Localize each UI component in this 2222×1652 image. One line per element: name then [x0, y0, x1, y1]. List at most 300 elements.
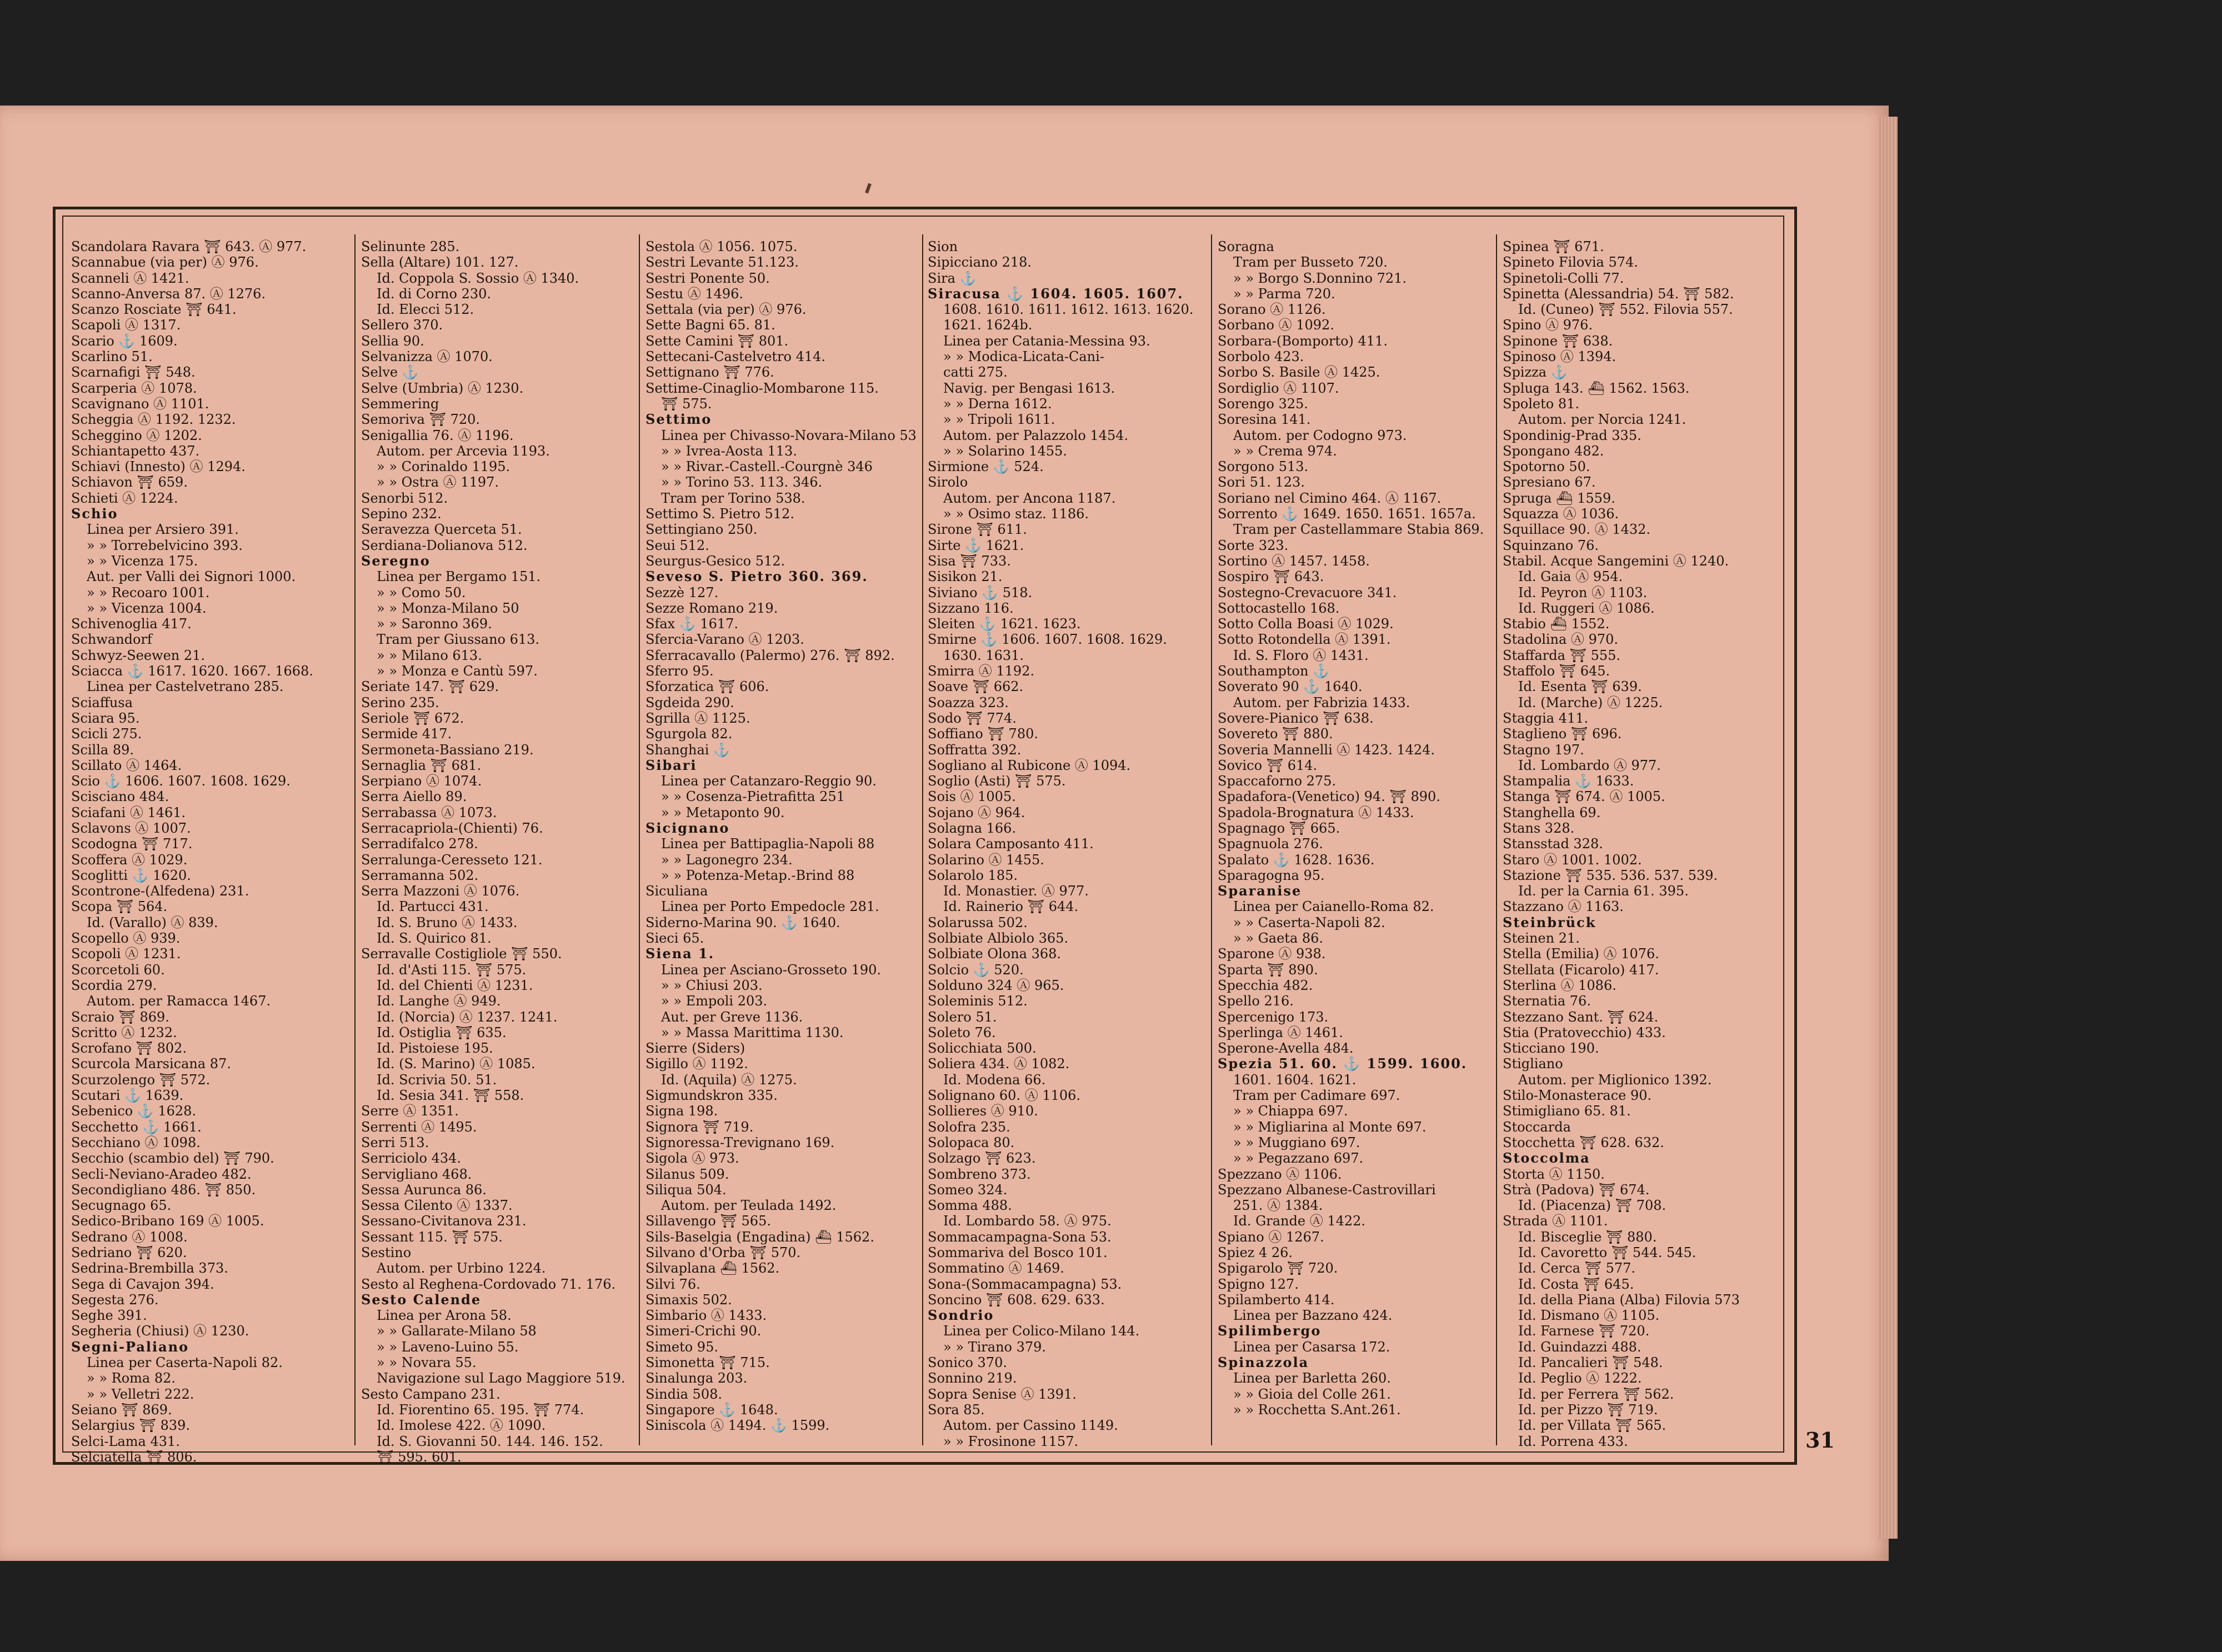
- index-entry: Specchia 482.: [1218, 977, 1313, 993]
- index-entry: Soave ⛩ 662.: [928, 679, 1024, 695]
- index-entry: ⛩ 595. 601.: [377, 1449, 462, 1465]
- index-entry: Scilla 89.: [71, 742, 134, 758]
- index-entry: Linea per Caserta-Napoli 82.: [87, 1355, 283, 1371]
- index-entry: Stabio ⛴ 1552.: [1503, 616, 1610, 632]
- index-entry: » » Metaponto 90.: [661, 804, 785, 820]
- page-number: 31: [1805, 1428, 1835, 1453]
- index-entry: Id. Guindazzi 488.: [1518, 1339, 1642, 1355]
- index-entry: Secchio (scambio del) ⛩ 790.: [71, 1150, 274, 1167]
- index-entry: Segni-Paliano: [71, 1338, 189, 1355]
- index-entry: Autom. per Fabrizia 1433.: [1233, 694, 1410, 710]
- index-entry: Signa 198.: [645, 1103, 718, 1119]
- index-entry: Serralunga-Ceresseto 121.: [361, 852, 543, 868]
- index-entry: Sperone-Avella 484.: [1218, 1040, 1354, 1057]
- index-entry: catti 275.: [943, 364, 1008, 381]
- index-entry: Steinen 21.: [1503, 930, 1580, 947]
- index-entry: Id. Fiorentino 65. 195. ⛩ 774.: [377, 1401, 584, 1418]
- index-entry: Sferracavallo (Palermo) 276. ⛩ 892.: [645, 647, 895, 663]
- index-entry: Stilo-Monasterace 90.: [1503, 1088, 1652, 1104]
- index-entry: Sojano Ⓐ 964.: [928, 804, 1025, 820]
- index-entry: Semoriva ⛩ 720.: [361, 412, 481, 428]
- index-entry: Scarnafigi ⛩ 548.: [71, 364, 196, 381]
- index-entry: Scopello Ⓐ 939.: [71, 930, 181, 947]
- index-entry: Serrenti Ⓐ 1495.: [361, 1119, 477, 1135]
- index-entry: Schwandorf: [71, 632, 152, 648]
- index-entry: Linea per Castelvetrano 285.: [87, 679, 284, 695]
- index-entry: Serino 235.: [361, 694, 439, 710]
- index-entry: Stezzano Sant. ⛩ 624.: [1503, 1009, 1659, 1025]
- index-entry: » » Potenza-Metap.-Brind 88: [661, 867, 855, 883]
- index-entry: Sebenico ⚓ 1628.: [71, 1103, 197, 1119]
- index-entry: Siderno-Marina 90. ⚓ 1640.: [645, 914, 840, 930]
- index-entry: Spinone ⛩ 638.: [1503, 333, 1613, 349]
- index-entry: Id. Peglio Ⓐ 1222.: [1518, 1370, 1642, 1386]
- index-entry: » » Roma 82.: [87, 1370, 176, 1386]
- index-column-4: [928, 239, 1205, 1449]
- index-entry: Sorbano Ⓐ 1092.: [1218, 317, 1334, 333]
- index-entry: Squinzano 76.: [1503, 537, 1599, 553]
- index-entry: Id. Gaia Ⓐ 954.: [1518, 569, 1623, 585]
- index-entry: Id. Ostiglia ⛩ 635.: [377, 1024, 507, 1040]
- index-entry: Id. (S. Marino) Ⓐ 1085.: [377, 1056, 536, 1072]
- index-entry: Linea per Arsiero 391.: [87, 522, 239, 538]
- index-entry: Scopa ⛩ 564.: [71, 899, 168, 915]
- index-entry: Sondrio: [928, 1307, 994, 1324]
- index-entry: Id. per Pizzo ⛩ 719.: [1518, 1401, 1658, 1418]
- index-entry: Somma 488.: [928, 1198, 1012, 1214]
- index-entry: Sogliano al Rubicone Ⓐ 1094.: [928, 757, 1131, 773]
- index-entry: Sirolo: [928, 474, 968, 490]
- index-entry: Sciara 95.: [71, 710, 140, 726]
- index-entry: Sessa Cilento Ⓐ 1337.: [361, 1198, 513, 1214]
- index-entry: » » Chiappa 697.: [1233, 1103, 1348, 1119]
- index-entry: Id. Peyron Ⓐ 1103.: [1518, 584, 1648, 600]
- index-entry: Sonnino 219.: [928, 1370, 1017, 1386]
- index-entry: Spello 216.: [1218, 993, 1294, 1009]
- index-entry: Spruga ⛴ 1559.: [1503, 490, 1615, 506]
- index-entry: Linea per Caianello-Roma 82.: [1233, 899, 1434, 915]
- index-entry: Schiantapetto 437.: [71, 443, 200, 459]
- index-entry: Solbiate Albiolo 365.: [928, 930, 1069, 947]
- index-entry: Solduno 324 Ⓐ 965.: [928, 977, 1064, 993]
- index-entry: Sessa Aurunca 86.: [361, 1182, 487, 1198]
- index-entry: Signora ⛩ 719.: [645, 1119, 754, 1135]
- index-entry: » » Muggiano 697.: [1233, 1134, 1360, 1150]
- index-entry: Id. Monastier. Ⓐ 977.: [943, 883, 1089, 899]
- index-entry: Scanzo Rosciate ⛩ 641.: [71, 302, 237, 318]
- index-entry: Sieci 65.: [645, 930, 704, 947]
- index-entry: Linea per Casarsa 172.: [1233, 1339, 1390, 1355]
- index-entry: Scanno-Anversa 87. Ⓐ 1276.: [71, 286, 266, 302]
- index-entry: Seurgus-Gesico 512.: [645, 553, 785, 569]
- index-entry: Silvano d'Orba ⛩ 570.: [645, 1245, 801, 1260]
- index-entry: Sorengo 325.: [1218, 396, 1308, 412]
- index-entry: Secchetto ⚓ 1661.: [71, 1119, 202, 1135]
- index-entry: Spezia 51. 60. ⚓ 1599. 1600.: [1218, 1055, 1468, 1072]
- index-entry: Solarolo 185.: [928, 867, 1018, 883]
- index-entry: Spaccaforno 275.: [1218, 773, 1337, 789]
- index-entry: Solara Camposanto 411.: [928, 836, 1094, 852]
- index-entry: Solcio ⚓ 520.: [928, 962, 1024, 978]
- index-entry: Sperlinga Ⓐ 1461.: [1218, 1024, 1343, 1040]
- index-entry: Autom. per Ramacca 1467.: [87, 993, 271, 1009]
- index-entry: Autom. per Cassino 1149.: [943, 1418, 1118, 1434]
- index-entry: Stanghella 69.: [1503, 804, 1601, 820]
- index-entry: Sorbara-(Bomporto) 411.: [1218, 333, 1388, 349]
- index-entry: Tram per Torino 538.: [661, 490, 805, 506]
- index-entry: Spizza ⚓: [1503, 364, 1568, 381]
- index-entry: Sommatino Ⓐ 1469.: [928, 1260, 1064, 1276]
- index-entry: » » Milano 613.: [377, 647, 482, 663]
- index-entry: Scurcola Marsicana 87.: [71, 1056, 231, 1072]
- index-entry: Sona-(Sommacampagna) 53.: [928, 1276, 1122, 1292]
- index-entry: Scordia 279.: [71, 977, 157, 993]
- index-entry: Spercenigo 173.: [1218, 1009, 1329, 1025]
- index-entry: Serramanna 502.: [361, 867, 479, 883]
- index-entry: Sombreno 373.: [928, 1166, 1031, 1182]
- index-entry: Scritto Ⓐ 1232.: [71, 1024, 177, 1040]
- index-entry: Id. della Piana (Alba) Filovia 573: [1518, 1291, 1740, 1308]
- index-entry: Spagnuola 276.: [1218, 836, 1323, 852]
- index-entry: 1630. 1631.: [943, 647, 1024, 663]
- index-entry: Sezze Romano 219.: [645, 600, 778, 616]
- index-entry: » » Vicenza 175.: [87, 553, 198, 569]
- index-entry: Id. Lombardo 58. Ⓐ 975.: [943, 1213, 1112, 1229]
- index-entry: Spoleto 81.: [1503, 396, 1580, 412]
- index-entry: Id. Dismano Ⓐ 1105.: [1518, 1308, 1660, 1324]
- index-entry: Scarperia Ⓐ 1078.: [71, 380, 197, 396]
- index-entry: » » Tirano 379.: [943, 1339, 1047, 1355]
- index-entry: Sommacampagna-Sona 53.: [928, 1229, 1112, 1245]
- index-entry: Siniscola Ⓐ 1494. ⚓ 1599.: [645, 1418, 830, 1434]
- index-entry: Linea per Bergamo 151.: [377, 569, 541, 585]
- index-entry: Silvaplana ⛴ 1562.: [645, 1260, 780, 1276]
- index-entry: Sotto Rotondella Ⓐ 1391.: [1218, 632, 1391, 648]
- index-entry: Sessant 115. ⛩ 575.: [361, 1229, 503, 1245]
- index-entry: Soleminis 512.: [928, 993, 1028, 1009]
- index-entry: Stella (Emilia) Ⓐ 1076.: [1503, 946, 1659, 962]
- index-entry: » » Velletri 222.: [87, 1386, 194, 1402]
- index-entry: Spotorno 50.: [1503, 459, 1590, 475]
- index-entry: Autom. per Norcia 1241.: [1518, 412, 1686, 428]
- index-entry: Id. (Aquila) Ⓐ 1275.: [661, 1072, 797, 1088]
- index-entry: Sommariva del Bosco 101.: [928, 1245, 1108, 1260]
- index-entry: Scorcetoli 60.: [71, 962, 165, 978]
- index-entry: Scarlino 51.: [71, 349, 153, 365]
- index-entry: Id. Farnese ⛩ 720.: [1518, 1323, 1650, 1339]
- index-entry: Id. (Piacenza) ⛩ 708.: [1518, 1198, 1666, 1214]
- index-entry: Selargius ⛩ 839.: [71, 1418, 191, 1434]
- index-entry: Navigazione sul Lago Maggiore 519.: [377, 1370, 625, 1386]
- index-entry: Siliqua 504.: [645, 1182, 727, 1198]
- index-entry: ⛩ 575.: [661, 396, 712, 412]
- index-entry: » » Saronno 369.: [377, 616, 492, 632]
- index-entry: Sezzè 127.: [645, 584, 719, 600]
- index-entry: Id. Lombardo Ⓐ 977.: [1518, 757, 1661, 773]
- index-entry: » » Modica-Licata-Cani-: [943, 349, 1104, 365]
- index-entry: Stazzano Ⓐ 1163.: [1503, 899, 1624, 915]
- index-entry: Scraio ⛩ 869.: [71, 1009, 169, 1025]
- index-entry: » » Frosinone 1157.: [943, 1433, 1079, 1449]
- index-entry: Linea per Catania-Messina 93.: [943, 333, 1150, 349]
- index-entry: Servigliano 468.: [361, 1166, 472, 1182]
- index-entry: » » Rocchetta S.Ant.261.: [1233, 1401, 1401, 1418]
- index-entry: » » Empoli 203.: [661, 993, 768, 1009]
- index-entry: Sciacca ⚓ 1617. 1620. 1667. 1668.: [71, 663, 313, 679]
- index-entry: Staffolo ⛩ 645.: [1503, 663, 1610, 679]
- index-entry: Simonetta ⛩ 715.: [645, 1355, 770, 1371]
- index-entry: Simeto 95.: [645, 1339, 718, 1355]
- index-entry: Schwyz-Seewen 21.: [71, 647, 206, 663]
- index-entry: Id. Cavoretto ⛩ 544. 545.: [1518, 1245, 1696, 1260]
- column-rule: [354, 234, 356, 1445]
- index-entry: Sipicciano 218.: [928, 254, 1032, 271]
- index-entry: Spezzano Ⓐ 1106.: [1218, 1166, 1342, 1182]
- index-entry: Id. S. Quirico 81.: [377, 930, 492, 947]
- index-entry: Settimo: [645, 411, 712, 428]
- index-entry: Sferro 95.: [645, 663, 714, 679]
- index-entry: Id. di Corno 230.: [377, 286, 492, 302]
- index-entry: Sermide 417.: [361, 726, 452, 742]
- index-entry: Sottocastello 168.: [1218, 600, 1340, 616]
- index-entry: Serradifalco 278.: [361, 836, 478, 852]
- index-entry: Spinoso Ⓐ 1394.: [1503, 349, 1617, 365]
- index-entry: Selve ⚓: [361, 364, 419, 381]
- index-entry: Id. S. Floro Ⓐ 1431.: [1233, 647, 1369, 663]
- index-entry: Stazione ⛩ 535. 536. 537. 539.: [1503, 867, 1718, 883]
- index-entry: Sovico ⛩ 614.: [1218, 757, 1318, 773]
- index-entry: » » Tripoli 1611.: [943, 412, 1055, 428]
- index-entry: Sticciano 190.: [1503, 1040, 1599, 1057]
- index-entry: » » Laveno-Luino 55.: [377, 1339, 519, 1355]
- index-entry: Serpiano Ⓐ 1074.: [361, 773, 482, 789]
- index-entry: Sessano-Civitanova 231.: [361, 1213, 527, 1229]
- index-entry: Sion: [928, 239, 958, 254]
- index-entry: Scannabue (via per) Ⓐ 976.: [71, 254, 259, 271]
- index-entry: Segheria (Chiusi) Ⓐ 1230.: [71, 1323, 249, 1339]
- index-entry: Spongano 482.: [1503, 443, 1604, 459]
- index-entry: Sierre (Siders): [645, 1040, 745, 1057]
- index-entry: Id. Costa ⛩ 645.: [1518, 1276, 1634, 1292]
- index-entry: » » Parma 720.: [1233, 286, 1335, 302]
- index-entry: Silvi 76.: [645, 1276, 700, 1292]
- index-entry: Sedrano Ⓐ 1008.: [71, 1229, 188, 1245]
- index-entry: Autom. per Palazzolo 1454.: [943, 427, 1129, 443]
- index-entry: Sella (Altare) 101. 127.: [361, 254, 519, 271]
- index-entry: Id. Elecci 512.: [377, 302, 474, 318]
- index-entry: Sernaglia ⛩ 681.: [361, 757, 482, 773]
- index-entry: Sciafani Ⓐ 1461.: [71, 804, 186, 820]
- index-entry: Sirone ⛩ 611.: [928, 522, 1027, 538]
- index-column-1: [71, 239, 349, 1465]
- index-entry: Id. Scrivia 50. 51.: [377, 1072, 497, 1088]
- index-entry: Sigola Ⓐ 973.: [645, 1150, 739, 1167]
- index-entry: Staglieno ⛩ 696.: [1503, 726, 1622, 742]
- index-entry: Id. d'Asti 115. ⛩ 575.: [377, 962, 527, 978]
- index-entry: Solarino Ⓐ 1455.: [928, 852, 1044, 868]
- index-entry: Sette Camini ⛩ 801.: [645, 333, 789, 349]
- index-entry: » » Solarino 1455.: [943, 443, 1067, 459]
- index-entry: Seghe 391.: [71, 1308, 147, 1324]
- index-entry: Id. Partucci 431.: [377, 899, 489, 915]
- index-entry: Soleto 76.: [928, 1024, 996, 1040]
- index-entry: 1601. 1604. 1621.: [1233, 1072, 1357, 1088]
- index-entry: Seui 512.: [645, 537, 709, 553]
- index-entry: Sospiro ⛩ 643.: [1218, 569, 1324, 585]
- index-entry: Schio: [71, 505, 118, 522]
- index-entry: Id. Cerca ⛩ 577.: [1518, 1260, 1636, 1276]
- index-entry: Scario ⚓ 1609.: [71, 333, 178, 349]
- index-entry: Siracusa ⚓ 1604. 1605. 1607.: [928, 285, 1184, 302]
- index-entry: » » Pegazzano 697.: [1233, 1150, 1364, 1167]
- index-entry: Stansstad 328.: [1503, 836, 1603, 852]
- index-entry: Sermoneta-Bassiano 219.: [361, 742, 534, 758]
- index-entry: Id. per Villata ⛩ 565.: [1518, 1418, 1666, 1434]
- index-entry: Sgurgola 82.: [645, 726, 733, 742]
- index-entry: 251. Ⓐ 1384.: [1233, 1198, 1323, 1214]
- index-entry: Spalato ⚓ 1628. 1636.: [1218, 852, 1375, 868]
- index-entry: Sovereto ⛩ 880.: [1218, 726, 1333, 742]
- index-entry: Settala (via per) Ⓐ 976.: [645, 302, 807, 318]
- index-entry: Sterlina Ⓐ 1086.: [1503, 977, 1617, 993]
- index-entry: Semmering: [361, 396, 439, 412]
- index-entry: Signoressa-Trevignano 169.: [645, 1134, 835, 1150]
- index-entry: Spezzano Albanese-Castrovillari: [1218, 1182, 1436, 1198]
- index-entry: Sgdeida 290.: [645, 694, 734, 710]
- index-entry: Id. Ruggeri Ⓐ 1086.: [1518, 600, 1655, 616]
- index-entry: Smirra Ⓐ 1192.: [928, 663, 1035, 679]
- index-entry: Linea per Catanzaro-Reggio 90.: [661, 773, 877, 789]
- index-entry: Siviano ⚓ 518.: [928, 584, 1033, 600]
- index-entry: Secugnago 65.: [71, 1198, 172, 1214]
- index-entry: Id. per la Carnia 61. 395.: [1518, 883, 1689, 899]
- index-entry: Scheggino Ⓐ 1202.: [71, 427, 202, 443]
- index-entry: Id. S. Bruno Ⓐ 1433.: [377, 914, 518, 930]
- index-entry: Linea per Asciano-Grosseto 190.: [661, 962, 882, 978]
- index-entry: Staffarda ⛩ 555.: [1503, 647, 1621, 663]
- index-entry: Tram per Busseto 720.: [1233, 254, 1388, 271]
- index-entry: » » Borgo S.Donnino 721.: [1233, 270, 1407, 286]
- index-column-3: [645, 239, 923, 1441]
- index-entry: Simaxis 502.: [645, 1291, 732, 1308]
- column-rule: [639, 234, 640, 1445]
- index-entry: Stagno 197.: [1503, 742, 1584, 758]
- index-entry: Sostegno-Crevacuore 341.: [1218, 584, 1397, 600]
- index-entry: Solagna 166.: [928, 820, 1017, 836]
- index-entry: Id. (Marche) Ⓐ 1225.: [1518, 694, 1663, 710]
- index-entry: Stoccolma: [1503, 1150, 1590, 1167]
- page-edge: [1878, 117, 1898, 1539]
- index-entry: » » Osimo staz. 1186.: [943, 506, 1089, 522]
- index-entry: Sori 51. 123.: [1218, 474, 1305, 490]
- index-entry: Serra Aiello 89.: [361, 789, 467, 805]
- index-entry: Seregno: [361, 552, 431, 569]
- index-entry: Simeri-Crichi 90.: [645, 1323, 762, 1339]
- index-entry: Squazza Ⓐ 1036.: [1503, 506, 1619, 522]
- index-entry: Singapore ⚓ 1648.: [645, 1401, 778, 1418]
- index-entry: Secondigliano 486. ⛩ 850.: [71, 1182, 256, 1198]
- index-entry: Sisikon 21.: [928, 569, 1003, 585]
- index-entry: Id. Grande Ⓐ 1422.: [1233, 1213, 1366, 1229]
- index-entry: Stocchetta ⛩ 628. 632.: [1503, 1134, 1664, 1150]
- index-entry: Spineto Filovia 574.: [1503, 254, 1638, 271]
- index-entry: Seriate 147. ⛩ 629.: [361, 679, 499, 695]
- index-entry: Sleiten ⚓ 1621. 1623.: [928, 616, 1081, 632]
- index-entry: Spilamberto 414.: [1218, 1291, 1335, 1308]
- index-entry: Spresiano 67.: [1503, 474, 1596, 490]
- index-entry: Staro Ⓐ 1001. 1002.: [1503, 852, 1642, 868]
- index-entry: Sternatia 76.: [1503, 993, 1591, 1009]
- index-entry: Soveria Mannelli Ⓐ 1423. 1424.: [1218, 742, 1435, 758]
- index-entry: Sorrento ⚓ 1649. 1650. 1651. 1657a.: [1218, 506, 1476, 522]
- index-entry: Staggia 411.: [1503, 710, 1589, 726]
- index-entry: Settignano ⛩ 776.: [645, 364, 774, 381]
- index-entry: Solicchiata 500.: [928, 1040, 1037, 1057]
- index-entry: 1608. 1610. 1611. 1612. 1613. 1620.: [943, 302, 1194, 318]
- index-entry: Spiez 4 26.: [1218, 1245, 1293, 1260]
- index-entry: Sorte 323.: [1218, 537, 1289, 553]
- index-entry: Scodogna ⛩ 717.: [71, 836, 193, 852]
- index-entry: Sesto Campano 231.: [361, 1386, 501, 1402]
- index-entry: Serri 513.: [361, 1134, 429, 1150]
- index-entry: » » Crema 974.: [1233, 443, 1337, 459]
- index-entry: Autom. per Arcevia 1193.: [377, 443, 550, 459]
- index-entry: Autom. per Urbino 1224.: [377, 1260, 546, 1276]
- index-entry: Scrofano ⛩ 802.: [71, 1040, 187, 1057]
- index-entry: Linea per Chivasso-Novara-Milano 53: [661, 427, 917, 443]
- index-entry: Sicignano: [645, 819, 730, 836]
- index-entry: Storta Ⓐ 1150.: [1503, 1166, 1605, 1182]
- index-entry: Sparone Ⓐ 938.: [1218, 946, 1326, 962]
- index-entry: Id. del Chienti Ⓐ 1231.: [377, 977, 533, 993]
- index-entry: Sirmione ⚓ 524.: [928, 459, 1044, 475]
- index-entry: Soglio (Asti) ⛩ 575.: [928, 773, 1066, 789]
- index-entry: Sestu Ⓐ 1496.: [645, 286, 744, 302]
- index-entry: Sesto al Reghena-Cordovado 71. 176.: [361, 1276, 616, 1292]
- index-entry: Schiavi (Innesto) Ⓐ 1294.: [71, 459, 246, 475]
- index-entry: Secli-Neviano-Aradeo 482.: [71, 1166, 252, 1182]
- index-entry: Sira ⚓: [928, 270, 977, 286]
- index-entry: Spinetta (Alessandria) 54. ⛩ 582.: [1503, 286, 1734, 302]
- index-entry: Sopra Senise Ⓐ 1391.: [928, 1386, 1077, 1402]
- index-entry: » » Novara 55.: [377, 1355, 477, 1371]
- index-entry: Sortino Ⓐ 1457. 1458.: [1218, 553, 1370, 569]
- index-entry: Aut. per Valli dei Signori 1000.: [87, 569, 296, 585]
- index-entry: Serriciolo 434.: [361, 1150, 462, 1167]
- index-entry: Settimo S. Pietro 512.: [645, 506, 794, 522]
- index-entry: Serra Mazzoni Ⓐ 1076.: [361, 883, 520, 899]
- index-entry: Soffratta 392.: [928, 742, 1022, 758]
- index-entry: Scapoli Ⓐ 1317.: [71, 317, 181, 333]
- index-entry: Stia (Pratovecchio) 433.: [1503, 1024, 1666, 1040]
- index-entry: Sirte ⚓ 1621.: [928, 537, 1024, 553]
- index-entry: » » Lagonegro 234.: [661, 852, 793, 868]
- index-entry: Sorgono 513.: [1218, 459, 1309, 475]
- index-entry: Autom. per Codogno 973.: [1233, 427, 1407, 443]
- index-entry: » » Corinaldo 1195.: [377, 459, 511, 475]
- index-entry: Id. Coppola S. Sossio Ⓐ 1340.: [377, 270, 579, 286]
- index-entry: Solero 51.: [928, 1009, 997, 1025]
- index-entry: » » Massa Marittima 1130.: [661, 1024, 844, 1040]
- index-entry: Aut. per Greve 1136.: [661, 1009, 803, 1025]
- index-entry: Sega di Cavajon 394.: [71, 1276, 214, 1292]
- index-entry: Scurzolengo ⛩ 572.: [71, 1072, 211, 1088]
- index-entry: Id. Porrena 433.: [1518, 1433, 1628, 1449]
- index-entry: Solbiate Olona 368.: [928, 946, 1062, 962]
- index-entry: » » Migliarina al Monte 697.: [1233, 1119, 1427, 1135]
- index-entry: Segesta 276.: [71, 1291, 159, 1308]
- index-entry: Steinbrück: [1503, 914, 1597, 930]
